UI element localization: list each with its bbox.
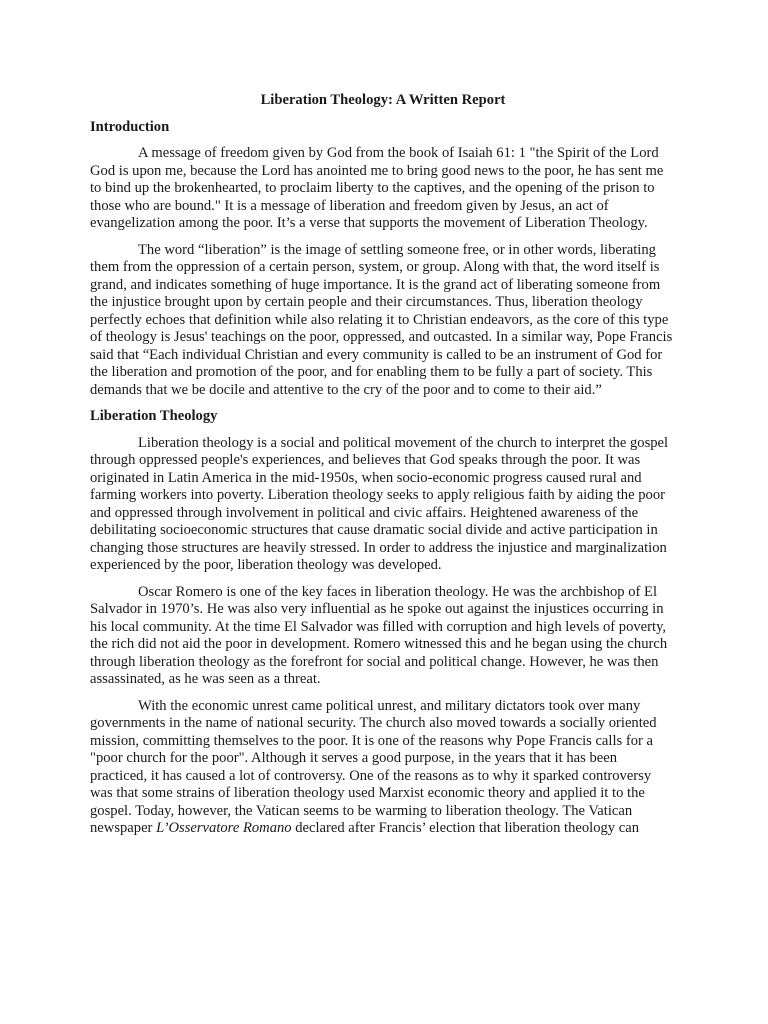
paragraph-text: declared after Francis’ election that liberation theology can [291, 820, 639, 836]
paragraph: A message of freedom given by God from the book of Isaiah 61: 1 "the Spirit of the Lord God is upon me, because the Lord has anointed me to bring good news to the poor, he has sent me to bind up the brokenhearted, to proclaim liberty to the captives, and the opening of the prison to those who are bound." It is a message of liberation and freedom given by Jesus, an act of evangelization among the poor. It’s a verse that supports the movement of Liberation Theology. [90, 145, 664, 231]
paragraph-text: With the economic unrest came political unrest, and military dictators took over many governments in the name of national security. The church also moved towards a socially oriented mission, committing themselves to the poor. It is one of the reasons why Pope Francis calls for a "poor church for the poor". Although it serves a good purpose, in the years that it has been practiced, it has caused a lot of controversy. One of the reasons as to why it sparked controversy was that some strains of liberation theology used Marxist economic theory and applied it to the gospel. Today, however, the Vatican seems to be warming to liberation theology. The Vatican newspaper [90, 697, 657, 836]
section-heading-liberation-theology: Liberation Theology [90, 408, 218, 424]
paragraph: Oscar Romero is one of the key faces in liberation theology. He was the archbishop of El Salvador in 1970’s. He was also very influential as he spoke out against the injustices occurring in his local community. At the time El Salvador was filled with corruption and high levels of poverty, the rich did not aid the poor in development. Romero witnessed this and he began using the church through liberation theology as the forefront for social and political change. However, he was then assassinated, as he was seen as a threat. [90, 583, 668, 687]
paragraph: The word “liberation” is the image of settling someone free, or in other words, liberating them from the oppression of a certain person, system, or group. Along with that, the word itself is grand, and indicates something of huge importance. It is the grand act of liberating someone from the injustice brought upon by certain people and their circumstances. Thus, liberation theology perfectly echoes that definition while also relating it to Christian endeavors, as the core of this type of theology is Jesus' teachings on the poor, oppressed, and outcasted. In a similar way, Pope Francis said that “Each individual Christian and every community is called to be an instrument of God for the liberation and promotion of the poor, and for enabling them to be fully a part of society. This demands that we be docile and attentive to the cry of the poor and to come to their aid.” [90, 241, 673, 398]
document-body [90, 92, 676, 847]
paragraph [90, 698, 676, 838]
section-heading-introduction: Introduction [90, 118, 170, 135]
newspaper-name: L’Osservatore Romano [156, 820, 292, 836]
document-title: Liberation Theology: A Written Report [260, 92, 506, 108]
paragraph: Liberation theology is a social and political movement of the church to interpret the gospel through oppressed people's experiences, and believes that God speaks through the poor. It was originated in Latin America in the mid-1950s, when socio-economic progress caused rural and farming workers into poverty. Liberation theology seeks to apply religious faith by aiding the poor and oppressed through involvement in political and civic affairs. Heightened awareness of the debilitating socioeconomic structures that cause dramatic social divide and active participation in changing those structures are heavily stressed. In order to address the injustice and marginalization experienced by the poor, liberation theology was developed. [90, 434, 669, 573]
